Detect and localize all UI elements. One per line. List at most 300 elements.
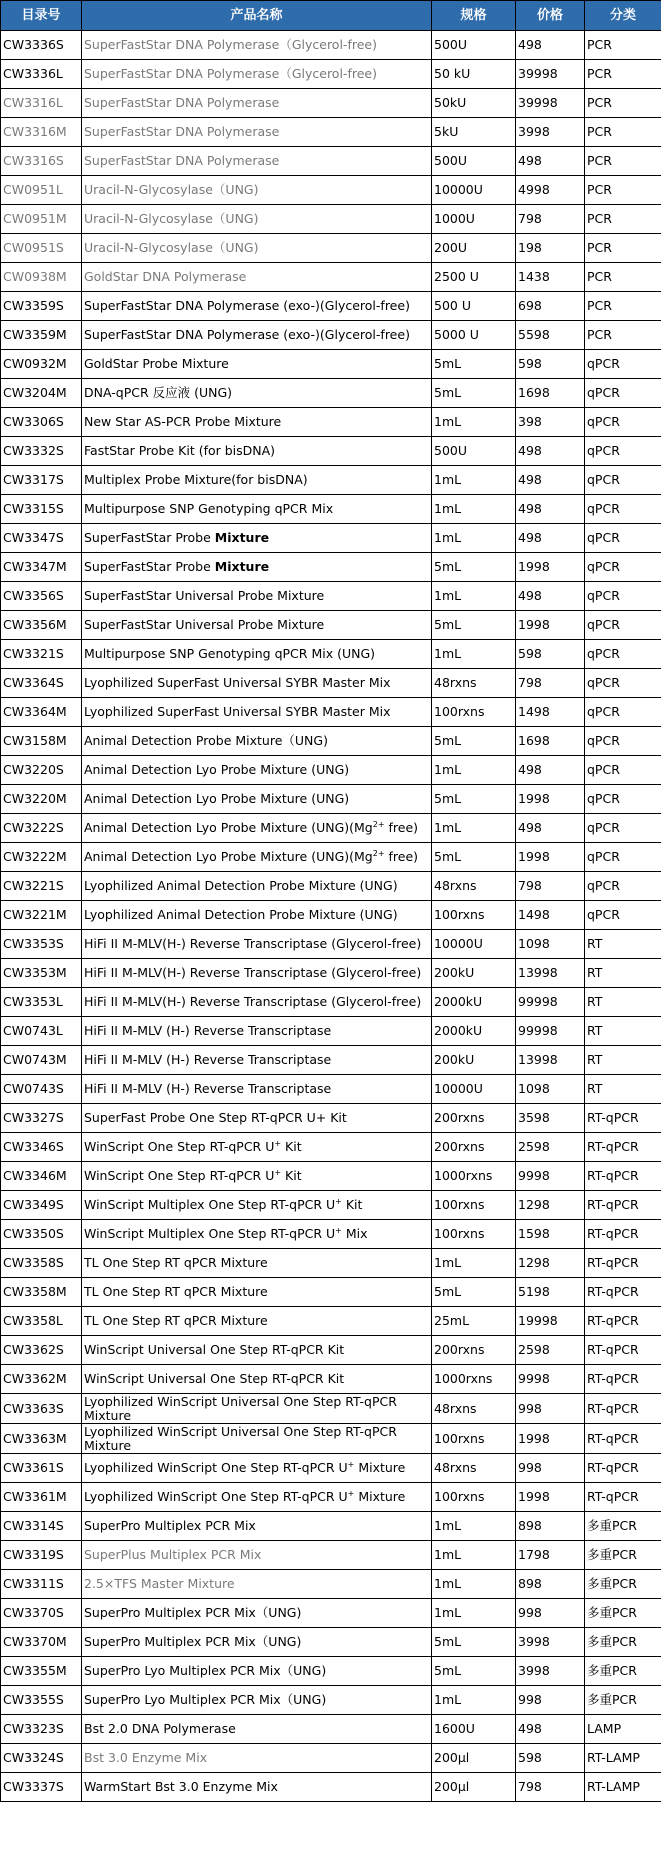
- category-cell: RT-qPCR: [585, 1191, 661, 1220]
- category-cell: RT: [585, 1017, 661, 1046]
- category-cell: RT-qPCR: [585, 1249, 661, 1278]
- spec-cell: 10000U: [432, 1075, 516, 1104]
- catalog-no-cell: CW3321S: [1, 640, 82, 669]
- category-cell: RT-qPCR: [585, 1307, 661, 1336]
- product-name-cell: FastStar Probe Kit (for bisDNA): [82, 437, 432, 466]
- table-row: [1, 1628, 661, 1657]
- spec-cell: 1mL: [432, 756, 516, 785]
- table-row: [1, 582, 661, 611]
- catalog-no-cell: CW3316M: [1, 118, 82, 147]
- spec-cell: 1mL: [432, 466, 516, 495]
- spec-cell: 2000kU: [432, 988, 516, 1017]
- catalog-no-cell: CW3359S: [1, 292, 82, 321]
- category-cell: LAMP: [585, 1715, 661, 1744]
- spec-cell: 1mL: [432, 408, 516, 437]
- spec-cell: 5mL: [432, 785, 516, 814]
- catalog-no-cell: CW3364M: [1, 698, 82, 727]
- category-cell: PCR: [585, 205, 661, 234]
- table-row: [1, 1424, 661, 1454]
- price-cell: 1298: [516, 1249, 585, 1278]
- price-cell: 1698: [516, 379, 585, 408]
- category-cell: qPCR: [585, 756, 661, 785]
- catalog-no-cell: CW3316S: [1, 147, 82, 176]
- price-cell: 5198: [516, 1278, 585, 1307]
- catalog-no-cell: CW3353M: [1, 959, 82, 988]
- table-row: [1, 1599, 661, 1628]
- price-cell: 698: [516, 292, 585, 321]
- product-name-text: Lyophilized WinScript Universal One Step RT-qPCR Mixture: [84, 1394, 397, 1423]
- product-name-cell: SuperFast Probe One Step RT-qPCR U+ Kit: [82, 1104, 432, 1133]
- product-name-cell: WarmStart Bst 3.0 Enzyme Mix: [82, 1773, 432, 1802]
- header-catalog-no: 目录号: [1, 1, 82, 31]
- price-cell: 998: [516, 1394, 585, 1424]
- category-cell: RT-qPCR: [585, 1365, 661, 1394]
- table-row: [1, 901, 661, 930]
- product-name-cell: SuperPro Lyo Multiplex PCR Mix（UNG): [82, 1686, 432, 1715]
- product-name-text: Lyophilized WinScript Universal One Step RT-qPCR Mixture: [84, 1424, 397, 1453]
- price-cell: 798: [516, 1773, 585, 1802]
- category-cell: RT-qPCR: [585, 1424, 661, 1454]
- price-cell: 898: [516, 1512, 585, 1541]
- category-cell: qPCR: [585, 872, 661, 901]
- catalog-no-cell: CW3346M: [1, 1162, 82, 1191]
- product-name-cell: SuperFastStar DNA Polymerase (exo-)(Glycerol-free): [82, 321, 432, 350]
- spec-cell: 5mL: [432, 1278, 516, 1307]
- catalog-no-cell: CW3323S: [1, 1715, 82, 1744]
- category-cell: PCR: [585, 292, 661, 321]
- category-cell: RT: [585, 930, 661, 959]
- product-name-cell: WinScript Multiplex One Step RT-qPCR U+ Mix: [82, 1220, 432, 1249]
- spec-cell: 1mL: [432, 1541, 516, 1570]
- table-row: [1, 1220, 661, 1249]
- table-row: [1, 524, 661, 553]
- product-name-cell: SuperFastStar DNA Polymerase (exo-)(Glycerol-free): [82, 292, 432, 321]
- price-cell: 3998: [516, 1628, 585, 1657]
- price-cell: 498: [516, 466, 585, 495]
- table-row: [1, 1773, 661, 1802]
- spec-cell: 2500 U: [432, 263, 516, 292]
- catalog-no-cell: CW0743S: [1, 1075, 82, 1104]
- table-row: [1, 814, 661, 843]
- price-cell: 998: [516, 1686, 585, 1715]
- table-row: [1, 1075, 661, 1104]
- category-cell: qPCR: [585, 785, 661, 814]
- spec-cell: 50 kU: [432, 60, 516, 89]
- price-cell: 3998: [516, 1657, 585, 1686]
- spec-cell: 25mL: [432, 1307, 516, 1336]
- spec-cell: 5mL: [432, 553, 516, 582]
- table-row: [1, 1394, 661, 1424]
- price-cell: 598: [516, 350, 585, 379]
- catalog-no-cell: CW3363S: [1, 1394, 82, 1424]
- product-name-cell: TL One Step RT qPCR Mixture: [82, 1307, 432, 1336]
- product-name-cell: 2.5×TFS Master Mixture: [82, 1570, 432, 1599]
- table-row: [1, 350, 661, 379]
- spec-cell: 200rxns: [432, 1336, 516, 1365]
- price-cell: 9998: [516, 1162, 585, 1191]
- table-row: [1, 669, 661, 698]
- spec-cell: 10000U: [432, 176, 516, 205]
- category-cell: qPCR: [585, 466, 661, 495]
- price-cell: 198: [516, 234, 585, 263]
- spec-cell: 1600U: [432, 1715, 516, 1744]
- header-category: 分类: [585, 1, 661, 31]
- catalog-no-cell: CW3356S: [1, 582, 82, 611]
- catalog-no-cell: CW3221S: [1, 872, 82, 901]
- table-row: [1, 1715, 661, 1744]
- spec-cell: 48rxns: [432, 1394, 516, 1424]
- price-cell: 998: [516, 1599, 585, 1628]
- spec-cell: 500U: [432, 147, 516, 176]
- catalog-no-cell: CW0743M: [1, 1046, 82, 1075]
- category-cell: RT: [585, 959, 661, 988]
- table-row: [1, 205, 661, 234]
- spec-cell: 1000rxns: [432, 1365, 516, 1394]
- spec-cell: 200rxns: [432, 1104, 516, 1133]
- table-row: [1, 1046, 661, 1075]
- spec-cell: 5mL: [432, 611, 516, 640]
- price-cell: 9998: [516, 1365, 585, 1394]
- catalog-no-cell: CW3337S: [1, 1773, 82, 1802]
- table-row: [1, 1512, 661, 1541]
- category-cell: PCR: [585, 89, 661, 118]
- product-name-cell: HiFi II M-MLV (H-) Reverse Transcriptase: [82, 1017, 432, 1046]
- table-row: [1, 1278, 661, 1307]
- catalog-no-cell: CW3220M: [1, 785, 82, 814]
- catalog-no-cell: CW3361S: [1, 1454, 82, 1483]
- spec-cell: 100rxns: [432, 698, 516, 727]
- category-cell: PCR: [585, 234, 661, 263]
- category-cell: RT-LAMP: [585, 1773, 661, 1802]
- catalog-no-cell: CW3222S: [1, 814, 82, 843]
- catalog-no-cell: CW3314S: [1, 1512, 82, 1541]
- category-cell: PCR: [585, 263, 661, 292]
- product-name-cell: [82, 1424, 432, 1454]
- product-name-superscript: +: [274, 1138, 282, 1148]
- catalog-no-cell: CW3336S: [1, 31, 82, 60]
- catalog-no-cell: CW3362S: [1, 1336, 82, 1365]
- table-row: [1, 234, 661, 263]
- catalog-no-cell: CW3364S: [1, 669, 82, 698]
- spec-cell: 1mL: [432, 1512, 516, 1541]
- price-cell: 1998: [516, 611, 585, 640]
- category-cell: RT-qPCR: [585, 1483, 661, 1512]
- price-cell: 1998: [516, 843, 585, 872]
- catalog-no-cell: CW3311S: [1, 1570, 82, 1599]
- spec-cell: 100rxns: [432, 901, 516, 930]
- category-cell: 多重PCR: [585, 1570, 661, 1599]
- table-row: [1, 1570, 661, 1599]
- category-cell: PCR: [585, 147, 661, 176]
- spec-cell: 200kU: [432, 1046, 516, 1075]
- table-row: [1, 1133, 661, 1162]
- product-name-cell: Lyophilized WinScript One Step RT-qPCR U+ Mixture: [82, 1483, 432, 1512]
- spec-cell: 200kU: [432, 959, 516, 988]
- product-name-cell: SuperPro Multiplex PCR Mix（UNG): [82, 1599, 432, 1628]
- spec-cell: 200rxns: [432, 1133, 516, 1162]
- price-cell: 498: [516, 437, 585, 466]
- catalog-no-cell: CW3316L: [1, 89, 82, 118]
- price-cell: 1998: [516, 1483, 585, 1512]
- price-cell: 39998: [516, 60, 585, 89]
- category-cell: qPCR: [585, 640, 661, 669]
- product-name-cell: SuperFastStar DNA Polymerase: [82, 147, 432, 176]
- category-cell: qPCR: [585, 698, 661, 727]
- category-cell: RT: [585, 1075, 661, 1104]
- spec-cell: 10000U: [432, 930, 516, 959]
- category-cell: 多重PCR: [585, 1657, 661, 1686]
- product-name-cell: SuperFastStar Universal Probe Mixture: [82, 611, 432, 640]
- product-name-cell: SuperPro Multiplex PCR Mix: [82, 1512, 432, 1541]
- table-row: [1, 495, 661, 524]
- price-cell: 798: [516, 669, 585, 698]
- category-cell: 多重PCR: [585, 1686, 661, 1715]
- table-row: [1, 1017, 661, 1046]
- product-name-cell: DNA-qPCR 反应液 (UNG): [82, 379, 432, 408]
- spec-cell: 50kU: [432, 89, 516, 118]
- price-cell: 498: [516, 524, 585, 553]
- price-cell: 498: [516, 31, 585, 60]
- price-cell: 498: [516, 1715, 585, 1744]
- catalog-no-cell: CW3204M: [1, 379, 82, 408]
- spec-cell: 100rxns: [432, 1220, 516, 1249]
- price-cell: 1438: [516, 263, 585, 292]
- table-row: [1, 292, 661, 321]
- catalog-no-cell: CW3370M: [1, 1628, 82, 1657]
- category-cell: qPCR: [585, 727, 661, 756]
- price-cell: 498: [516, 582, 585, 611]
- price-cell: 3598: [516, 1104, 585, 1133]
- table-row: [1, 872, 661, 901]
- category-cell: PCR: [585, 31, 661, 60]
- catalog-no-cell: CW3347S: [1, 524, 82, 553]
- spec-cell: 5mL: [432, 727, 516, 756]
- price-cell: 1498: [516, 698, 585, 727]
- product-name-superscript: 2+: [372, 819, 385, 829]
- category-cell: qPCR: [585, 843, 661, 872]
- table-row: [1, 930, 661, 959]
- spec-cell: 1000rxns: [432, 1162, 516, 1191]
- catalog-no-cell: CW3358S: [1, 1249, 82, 1278]
- price-cell: 1798: [516, 1541, 585, 1570]
- spec-cell: 1mL: [432, 1599, 516, 1628]
- product-name-cell: Bst 3.0 Enzyme Mix: [82, 1744, 432, 1773]
- spec-cell: 1mL: [432, 640, 516, 669]
- category-cell: qPCR: [585, 350, 661, 379]
- product-name-cell: Animal Detection Lyo Probe Mixture $(UNG)(Mg^{2+}$ free): [82, 843, 432, 872]
- spec-cell: 100rxns: [432, 1483, 516, 1512]
- table-row: [1, 379, 661, 408]
- spec-cell: 5mL: [432, 1628, 516, 1657]
- spec-cell: 200μl: [432, 1744, 516, 1773]
- spec-cell: 5kU: [432, 118, 516, 147]
- spec-cell: 1000U: [432, 205, 516, 234]
- product-name-cell: SuperFastStar DNA Polymerase: [82, 118, 432, 147]
- product-name-cell: SuperPro Lyo Multiplex PCR Mix（UNG): [82, 1657, 432, 1686]
- product-name-cell: Animal Detection Lyo Probe Mixture (UNG): [82, 756, 432, 785]
- price-cell: 4998: [516, 176, 585, 205]
- category-cell: 多重PCR: [585, 1512, 661, 1541]
- table-row: [1, 118, 661, 147]
- category-cell: qPCR: [585, 553, 661, 582]
- price-cell: 1098: [516, 930, 585, 959]
- catalog-no-cell: CW3356M: [1, 611, 82, 640]
- table-row: [1, 611, 661, 640]
- product-name-bold: Mixture: [214, 530, 270, 545]
- table-row: [1, 785, 661, 814]
- table-row: [1, 1541, 661, 1570]
- table-row: [1, 553, 661, 582]
- table-row: [1, 176, 661, 205]
- catalog-no-cell: CW0951S: [1, 234, 82, 263]
- catalog-no-cell: CW3327S: [1, 1104, 82, 1133]
- product-name-cell: HiFi II M-MLV (H-) Reverse Transcriptase: [82, 1046, 432, 1075]
- table-row: [1, 727, 661, 756]
- catalog-no-cell: CW3347M: [1, 553, 82, 582]
- product-name-cell: WinScript Universal One Step RT-qPCR Kit: [82, 1365, 432, 1394]
- price-cell: 1998: [516, 785, 585, 814]
- catalog-no-cell: CW3221M: [1, 901, 82, 930]
- price-cell: 898: [516, 1570, 585, 1599]
- catalog-no-cell: CW3336L: [1, 60, 82, 89]
- product-name-cell: TL One Step RT qPCR Mixture: [82, 1249, 432, 1278]
- price-cell: 39998: [516, 89, 585, 118]
- spec-cell: 48rxns: [432, 1454, 516, 1483]
- category-cell: qPCR: [585, 669, 661, 698]
- category-cell: PCR: [585, 60, 661, 89]
- spec-cell: 1mL: [432, 495, 516, 524]
- price-cell: 498: [516, 147, 585, 176]
- product-name-cell: Bst 2.0 DNA Polymerase: [82, 1715, 432, 1744]
- table-row: [1, 988, 661, 1017]
- category-cell: qPCR: [585, 379, 661, 408]
- category-cell: RT: [585, 1046, 661, 1075]
- table-row: [1, 1336, 661, 1365]
- spec-cell: 500 U: [432, 292, 516, 321]
- table-row: [1, 1307, 661, 1336]
- spec-cell: 5mL: [432, 843, 516, 872]
- product-name-cell: SuperFastStar Probe Mixture: [82, 524, 432, 553]
- product-name-bold: Mixture: [214, 559, 270, 574]
- category-cell: PCR: [585, 321, 661, 350]
- product-name-cell: Uracil-N-Glycosylase（UNG): [82, 205, 432, 234]
- price-cell: 798: [516, 872, 585, 901]
- product-name-cell: WinScript Multiplex One Step RT-qPCR U+ Kit: [82, 1191, 432, 1220]
- table-row: [1, 408, 661, 437]
- price-cell: 99998: [516, 1017, 585, 1046]
- price-cell: 13998: [516, 959, 585, 988]
- product-name-cell: Animal Detection Lyo Probe Mixture (UNG): [82, 785, 432, 814]
- category-cell: qPCR: [585, 901, 661, 930]
- price-cell: 498: [516, 495, 585, 524]
- product-name-cell: Uracil-N-Glycosylase（UNG): [82, 176, 432, 205]
- table-row: [1, 698, 661, 727]
- catalog-no-cell: CW3353S: [1, 930, 82, 959]
- category-cell: 多重PCR: [585, 1599, 661, 1628]
- table-row: [1, 1657, 661, 1686]
- catalog-no-cell: CW3324S: [1, 1744, 82, 1773]
- product-name-cell: TL One Step RT qPCR Mixture: [82, 1278, 432, 1307]
- table-row: [1, 640, 661, 669]
- category-cell: 多重PCR: [585, 1541, 661, 1570]
- table-row: [1, 1249, 661, 1278]
- table-row: [1, 60, 661, 89]
- catalog-no-cell: CW3370S: [1, 1599, 82, 1628]
- table-row: [1, 263, 661, 292]
- catalog-no-cell: CW3353L: [1, 988, 82, 1017]
- catalog-no-cell: CW0951L: [1, 176, 82, 205]
- spec-cell: 5mL: [432, 379, 516, 408]
- header-price: 价格: [516, 1, 585, 31]
- product-name-superscript: +: [335, 1196, 342, 1206]
- catalog-no-cell: CW3361M: [1, 1483, 82, 1512]
- table-row: [1, 1365, 661, 1394]
- category-cell: RT-LAMP: [585, 1744, 661, 1773]
- category-cell: qPCR: [585, 814, 661, 843]
- catalog-no-cell: CW3358M: [1, 1278, 82, 1307]
- price-cell: 498: [516, 756, 585, 785]
- price-cell: 598: [516, 640, 585, 669]
- price-cell: 1498: [516, 901, 585, 930]
- price-cell: 1298: [516, 1191, 585, 1220]
- catalog-no-cell: CW3319S: [1, 1541, 82, 1570]
- spec-cell: 5mL: [432, 350, 516, 379]
- product-name-superscript: +: [347, 1459, 355, 1469]
- category-cell: RT-qPCR: [585, 1220, 661, 1249]
- header-row: [1, 1, 661, 31]
- header-product-name: 产品名称: [82, 1, 432, 31]
- catalog-no-cell: CW3355M: [1, 1657, 82, 1686]
- category-cell: RT-qPCR: [585, 1278, 661, 1307]
- product-name-cell: WinScript One Step RT-qPCR U+ Kit: [82, 1162, 432, 1191]
- table-row: [1, 1744, 661, 1773]
- catalog-no-cell: CW3362M: [1, 1365, 82, 1394]
- table-row: [1, 321, 661, 350]
- spec-cell: 200U: [432, 234, 516, 263]
- catalog-no-cell: CW0743L: [1, 1017, 82, 1046]
- catalog-no-cell: CW3346S: [1, 1133, 82, 1162]
- product-name-superscript: +: [274, 1167, 282, 1177]
- spec-cell: 5mL: [432, 1657, 516, 1686]
- header-spec: 规格: [432, 1, 516, 31]
- product-name-cell: SuperFastStar Universal Probe Mixture: [82, 582, 432, 611]
- product-name-cell: Animal Detection Lyo Probe Mixture $(UNG)(Mg^{2+}$ free): [82, 814, 432, 843]
- product-name-cell: Multipurpose SNP Genotyping qPCR Mix (UNG): [82, 640, 432, 669]
- product-name-cell: WinScript Universal One Step RT-qPCR Kit: [82, 1336, 432, 1365]
- category-cell: qPCR: [585, 437, 661, 466]
- product-name-cell: Lyophilized SuperFast Universal SYBR Master Mix: [82, 669, 432, 698]
- price-cell: 2598: [516, 1133, 585, 1162]
- catalog-no-cell: CW3158M: [1, 727, 82, 756]
- price-cell: 1698: [516, 727, 585, 756]
- price-cell: 498: [516, 814, 585, 843]
- price-cell: 1598: [516, 1220, 585, 1249]
- product-name-cell: Lyophilized Animal Detection Probe Mixture (UNG): [82, 901, 432, 930]
- category-cell: qPCR: [585, 495, 661, 524]
- spec-cell: 2000kU: [432, 1017, 516, 1046]
- catalog-no-cell: CW3350S: [1, 1220, 82, 1249]
- catalog-no-cell: CW3355S: [1, 1686, 82, 1715]
- catalog-no-cell: CW0932M: [1, 350, 82, 379]
- product-name-cell: Lyophilized SuperFast Universal SYBR Master Mix: [82, 698, 432, 727]
- product-name-cell: Multiplex Probe Mixture(for bisDNA): [82, 466, 432, 495]
- product-name-cell: SuperFastStar DNA Polymerase（Glycerol-free): [82, 31, 432, 60]
- product-name-cell: SuperFastStar Probe Mixture: [82, 553, 432, 582]
- table-row: [1, 756, 661, 785]
- table-row: [1, 1191, 661, 1220]
- product-name-superscript: +: [335, 1225, 342, 1235]
- price-cell: 3998: [516, 118, 585, 147]
